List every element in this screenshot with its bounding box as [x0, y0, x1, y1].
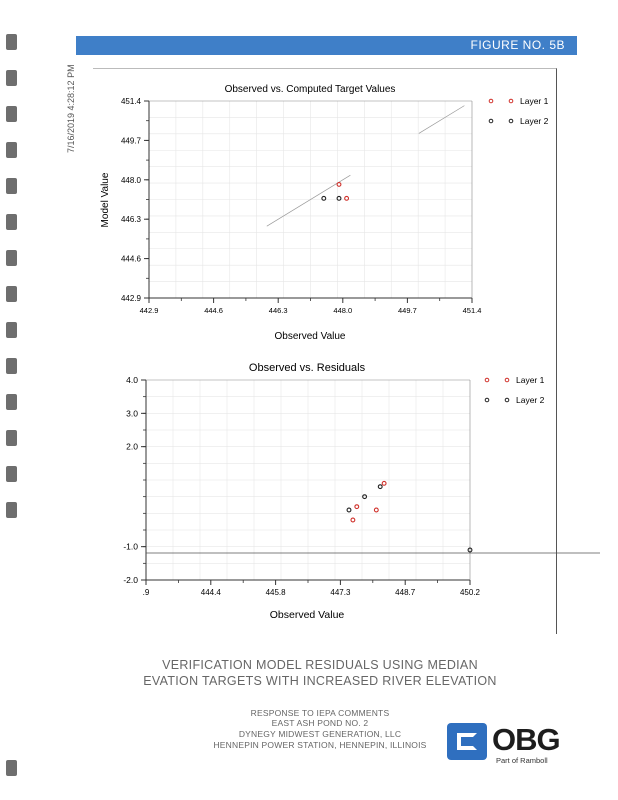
logo-subtext: Part of Ramboll [496, 756, 548, 765]
x-tick-label: 451.4 [462, 306, 482, 315]
chart-1 [100, 84, 549, 342]
legend-marker-icon [509, 99, 513, 103]
legend-marker-icon [505, 378, 509, 382]
legend-marker-icon [485, 398, 489, 402]
sub-line-1: RESPONSE TO IEPA COMMENTS [250, 708, 390, 718]
legend-label: Layer 1 [516, 375, 545, 385]
y-tick-label: -2.0 [123, 575, 138, 585]
y-tick-label: 442.9 [120, 294, 141, 303]
legend-marker-icon [485, 378, 489, 382]
legend-marker-icon [509, 119, 513, 123]
y-tick-label: 449.7 [120, 136, 141, 146]
y-tick-label: 446.3 [120, 215, 141, 225]
one-to-one-line-upper [419, 106, 465, 134]
y-tick-label: 451.4 [120, 97, 141, 106]
sub-line-4: HENNEPIN POWER STATION, HENNEPIN, ILLINOIS [213, 740, 427, 750]
x-tick-label: 446.3 [268, 306, 288, 315]
data-point-layer-1 [351, 518, 355, 522]
legend-label: Layer 2 [520, 116, 549, 126]
y-tick-label: 448.0 [120, 175, 141, 185]
x-tick-label: 445.8 [265, 588, 286, 597]
chart-2-title: Observed vs. Residuals [248, 362, 366, 374]
chart-2-xlabel: Observed Value [269, 609, 345, 621]
x-tick-label: 447.3 [330, 588, 351, 597]
legend-marker-icon [489, 99, 493, 103]
y-tick-label: 444.6 [120, 254, 141, 264]
chart-1-xlabel: Observed Value [274, 331, 346, 342]
chart-2 [123, 362, 600, 621]
data-point-layer-2 [347, 508, 351, 512]
x-tick-label: 448.0 [333, 306, 353, 315]
figure-banner: FIGURE NO. 5B [76, 36, 577, 55]
sub-line-3: DYNEGY MIDWEST GENERATION, LLC [238, 729, 402, 739]
x-tick-label: 444.4 [200, 588, 221, 597]
caption-line-2: EVATION TARGETS WITH INCREASED RIVER ELEVATION [143, 674, 497, 688]
logo-text: OBG [492, 722, 560, 757]
data-point-layer-1 [382, 481, 386, 485]
legend-label: Layer 1 [520, 96, 549, 106]
legend-marker-icon [505, 398, 509, 402]
print-timestamp: 7/16/2019 4:28:12 PM [66, 64, 76, 153]
x-tick-label: 444.6 [204, 306, 223, 315]
caption-line-1: VERIFICATION MODEL RESIDUALS USING MEDIAN [162, 658, 478, 672]
y-tick-label: -1.0 [123, 541, 138, 552]
data-point-layer-1 [355, 505, 359, 509]
legend-label: Layer 2 [516, 395, 545, 405]
y-tick-label: 4.0 [126, 375, 138, 385]
data-point-layer-2 [378, 485, 382, 489]
sub-line-2: EAST ASH POND NO. 2 [271, 718, 369, 728]
x-tick-label: 442.9 [139, 306, 159, 315]
chart-1-ylabel: Model Value [100, 172, 111, 228]
data-point-layer-1 [374, 508, 378, 512]
x-tick-label: 448.7 [395, 588, 416, 597]
obg-logo-icon [447, 723, 487, 760]
y-tick-label: 2.0 [126, 441, 138, 452]
x-tick-label: 449.7 [398, 306, 417, 315]
x-tick-label: 450.2 [459, 588, 481, 597]
chart-1-title: Observed vs. Computed Target Values [224, 84, 396, 95]
y-tick-label: 3.0 [126, 408, 138, 419]
legend-marker-icon [489, 119, 493, 123]
x-tick-label: .9 [142, 588, 150, 597]
